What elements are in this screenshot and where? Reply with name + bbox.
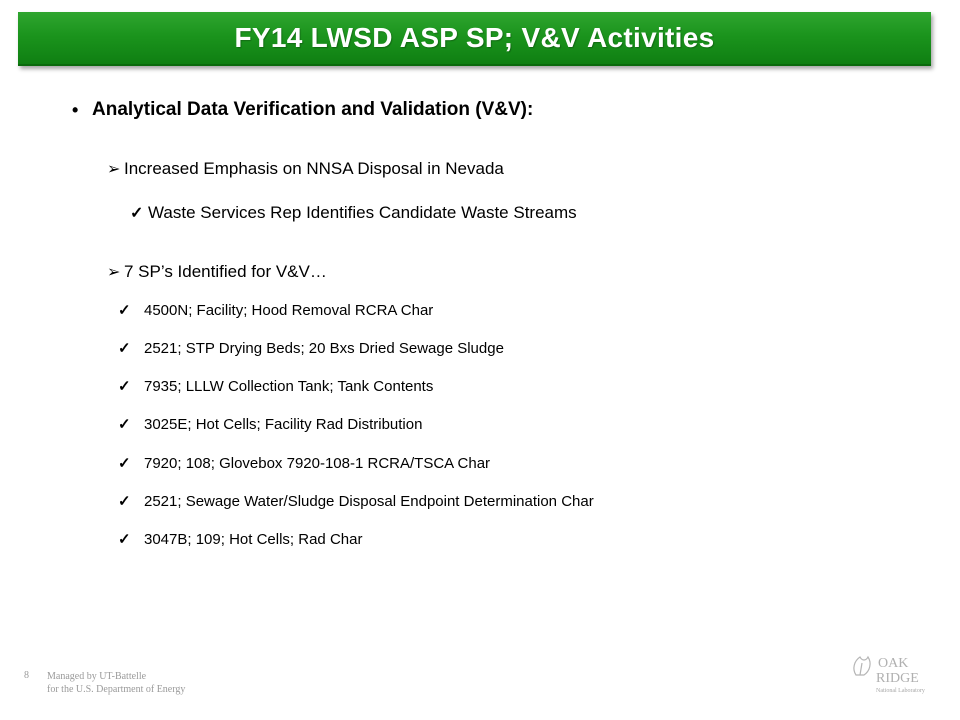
arrow-bullet-icon: ➢ bbox=[107, 264, 121, 281]
checkmark-icon: ✓ bbox=[118, 493, 131, 510]
list-item-text: 7935; LLLW Collection Tank; Tank Contents bbox=[144, 377, 434, 395]
logo-subtitle: National Laboratory bbox=[876, 688, 925, 694]
footer-credit bbox=[47, 670, 185, 696]
main-bullet-text: Analytical Data Verification and Validation (V&V): bbox=[92, 99, 534, 120]
list-item bbox=[118, 415, 422, 433]
checkmark-icon: ✓ bbox=[118, 416, 131, 433]
section1-heading-text: Increased Emphasis on NNSA Disposal in Nevada bbox=[124, 159, 504, 178]
list-item-text: 2521; STP Drying Beds; 20 Bxs Dried Sewage Sludge bbox=[144, 339, 504, 357]
list-item bbox=[118, 492, 594, 510]
checkmark-icon: ✓ bbox=[130, 205, 144, 222]
list-item bbox=[118, 530, 362, 548]
section1-item bbox=[130, 203, 577, 223]
footer-line-2: for the U.S. Department of Energy bbox=[47, 684, 186, 695]
main-bullet bbox=[72, 99, 533, 121]
list-item-text: 2521; Sewage Water/Sludge Disposal Endpoint Determination Char bbox=[144, 492, 594, 510]
checkmark-icon: ✓ bbox=[118, 455, 131, 472]
page-number: 8 bbox=[24, 670, 29, 681]
list-item-text: 3047B; 109; Hot Cells; Rad Char bbox=[144, 530, 363, 548]
bullet-dot-icon: • bbox=[72, 99, 79, 120]
logo-word-2: RIDGE bbox=[876, 671, 919, 686]
section2-heading bbox=[107, 262, 327, 282]
list-item bbox=[118, 454, 490, 472]
checkmark-icon: ✓ bbox=[118, 531, 131, 548]
title-bar bbox=[18, 12, 931, 66]
list-item bbox=[118, 301, 433, 319]
section2-heading-text: 7 SP’s Identified for V&V… bbox=[124, 262, 327, 281]
footer-line-1: Managed by UT-Battelle bbox=[47, 671, 147, 682]
list-item bbox=[118, 377, 433, 395]
section1-heading bbox=[107, 159, 504, 179]
logo-word-1: OAK bbox=[878, 656, 909, 671]
list-item-text: 4500N; Facility; Hood Removal RCRA Char bbox=[144, 301, 434, 319]
list-item-text: 7920; 108; Glovebox 7920-108-1 RCRA/TSCA Char bbox=[144, 454, 491, 472]
slide-title: FY14 LWSD ASP SP; V&V Activities bbox=[234, 22, 715, 53]
checkmark-icon: ✓ bbox=[118, 378, 131, 395]
oak-ridge-logo bbox=[850, 651, 940, 696]
arrow-bullet-icon: ➢ bbox=[107, 161, 121, 178]
list-item-text: 3025E; Hot Cells; Facility Rad Distribution bbox=[144, 415, 423, 433]
checkmark-icon: ✓ bbox=[118, 340, 131, 357]
oak-leaf-icon bbox=[854, 657, 870, 675]
list-item bbox=[118, 339, 504, 357]
section1-item-text: Waste Services Rep Identifies Candidate Waste Streams bbox=[148, 203, 577, 222]
checkmark-icon: ✓ bbox=[118, 302, 131, 319]
